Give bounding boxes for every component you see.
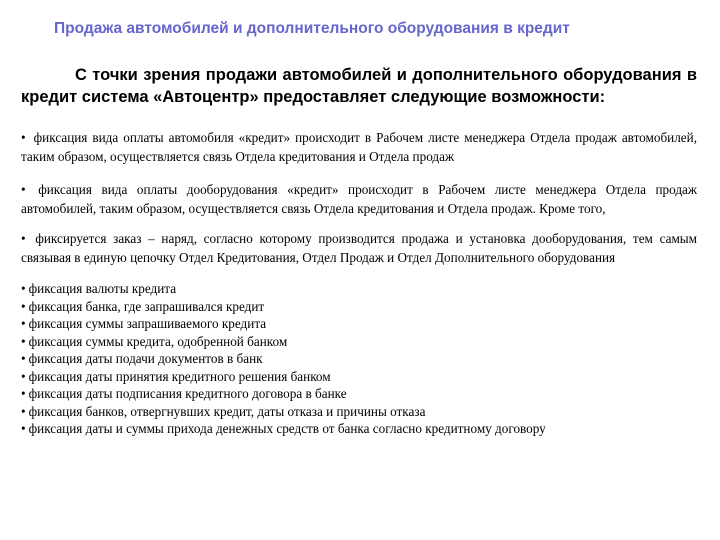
list-item	[21, 333, 697, 351]
list-item	[21, 315, 697, 333]
bullet-icon: •	[21, 421, 26, 436]
list-item-text: фиксация даты и суммы прихода денежных средств от банка согласно кредитному договору	[28, 421, 546, 436]
list-item-text: фиксация суммы кредита, одобренной банком	[28, 333, 288, 349]
bullet-icon: •	[21, 386, 26, 401]
bullet-icon: •	[21, 182, 26, 197]
list-item	[21, 298, 697, 316]
feature-paragraph	[21, 128, 697, 166]
list-item-text: фиксация валюты кредита	[28, 281, 177, 296]
bullet-icon: •	[21, 130, 26, 145]
feature-paragraph-text: фиксация вида оплаты дооборудования «кредит» происходит в Рабочем листе менеджера Отдела продаж автомобилей, таким образом, осуществляется связь Отдела кредитования и Отдела продаж. Кроме того,	[21, 182, 698, 216]
list-item-text: фиксация суммы запрашиваемого кредита	[28, 316, 267, 331]
list-item-text: фиксация банков, отвергнувших кредит, даты отказа и причины отказа	[28, 403, 426, 419]
list-item	[21, 420, 697, 438]
feature-paragraph-text: фиксация вида оплаты автомобиля «кредит» происходит в Рабочем листе менеджера Отдела продаж автомобилей, таким образом, осуществляется связь Отдела кредитования и Отдела продаж	[21, 130, 697, 164]
feature-paragraph-text: фиксируется заказ – наряд, согласно которому производится продажа и установка дооборудования, тем самым связывая в единую цепочку Отдел Кредитования, Отдел Продаж и Отдел Дополнительного оборудования	[21, 231, 697, 265]
slide-title: Продажа автомобилей и дополнительного оборудования в кредит	[54, 20, 570, 37]
bullet-icon: •	[21, 298, 26, 314]
list-item-text: фиксация даты подачи документов в банк	[28, 351, 263, 366]
list-item-text: фиксация даты принятия кредитного решения банком	[28, 368, 331, 384]
intro-paragraph: С точки зрения продажи автомобилей и дополнительного оборудования в кредит система «Автоцентр» предоставляет следующие возможности:	[21, 66, 697, 106]
list-item	[21, 280, 697, 298]
feature-list	[21, 280, 697, 438]
list-item	[21, 385, 697, 403]
bullet-icon: •	[21, 368, 26, 384]
bullet-icon: •	[21, 403, 26, 419]
bullet-icon: •	[21, 333, 26, 349]
list-item	[21, 350, 697, 368]
feature-paragraph	[21, 180, 697, 218]
list-item-text: фиксация даты подписания кредитного договора в банке	[28, 386, 347, 401]
list-item	[21, 403, 697, 421]
bullet-icon: •	[21, 281, 26, 296]
bullet-icon: •	[21, 316, 26, 331]
list-item-text: фиксация банка, где запрашивался кредит	[28, 298, 265, 314]
bullet-icon: •	[21, 231, 26, 246]
feature-paragraph	[21, 229, 697, 267]
list-item	[21, 368, 697, 386]
bullet-icon: •	[21, 351, 26, 366]
